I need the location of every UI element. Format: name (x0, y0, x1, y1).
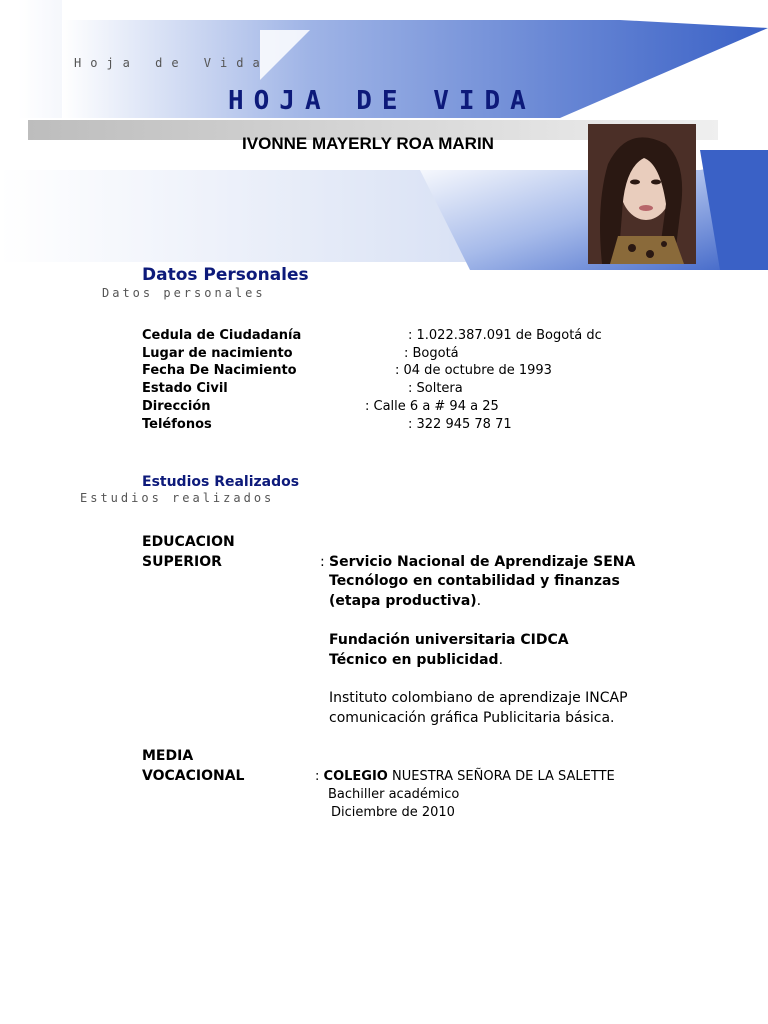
label-direccion: Dirección (142, 399, 211, 414)
person-name: IVONNE MAYERLY ROA MARIN (242, 134, 494, 153)
label-lugar-nacimiento: Lugar de nacimiento (142, 346, 293, 361)
superior-colon: : (320, 554, 325, 570)
label-educacion: EDUCACION (142, 534, 235, 550)
value-lugar-nacimiento: : Bogotá (404, 346, 459, 361)
label-estado-civil: Estado Civil (142, 381, 228, 396)
school-name: NUESTRA SEÑORA DE LA SALETTE (387, 769, 615, 784)
school-line (315, 769, 615, 784)
cidca-program-period: . (498, 652, 504, 668)
value-estado-civil: : Soltera (408, 381, 463, 396)
value-fecha-nacimiento: : 04 de octubre de 1993 (395, 363, 552, 378)
label-media: MEDIA (142, 748, 194, 764)
value-cedula: : 1.022.387.091 de Bogotá dc (408, 328, 602, 343)
incap-name: Instituto colombiano de aprendizaje INCAP (329, 690, 628, 706)
personal-section-subtitle: Datos personales (102, 286, 266, 300)
label-vocacional: VOCACIONAL (142, 768, 245, 784)
studies-section-subtitle: Estudios realizados (80, 491, 275, 505)
header-main-title: HOJA DE VIDA (228, 86, 536, 116)
cidca-program-text: Técnico en publicidad (329, 652, 499, 668)
sena-stage-period: . (476, 593, 482, 609)
sena-program: Tecnólogo en contabilidad y finanzas (329, 573, 620, 589)
personal-section-title: Datos Personales (142, 265, 309, 285)
cidca-name: Fundación universitaria CIDCA (329, 632, 569, 648)
sena-stage (329, 593, 481, 609)
school-label: COLEGIO (323, 769, 388, 784)
media-colon: : (315, 769, 320, 784)
studies-section-title: Estudios Realizados (142, 474, 300, 490)
label-telefonos: Teléfonos (142, 417, 212, 432)
label-cedula: Cedula de Ciudadanía (142, 328, 302, 343)
sena-name: Servicio Nacional de Aprendizaje SENA (329, 554, 636, 570)
incap-program: comunicación gráfica Publicitaria básica. (329, 710, 615, 726)
school-degree: Bachiller académico (328, 787, 460, 802)
label-superior: SUPERIOR (142, 554, 222, 570)
profile-photo (588, 124, 696, 264)
cidca-program (329, 652, 503, 668)
value-direccion: : Calle 6 a # 94 a 25 (365, 399, 499, 414)
sena-stage-text: (etapa productiva) (329, 593, 477, 609)
header-small-title: Hoja de Vida (74, 56, 269, 70)
label-fecha-nacimiento: Fecha De Nacimiento (142, 363, 297, 378)
school-date: Diciembre de 2010 (331, 805, 455, 820)
value-telefonos: : 322 945 78 71 (408, 417, 512, 432)
